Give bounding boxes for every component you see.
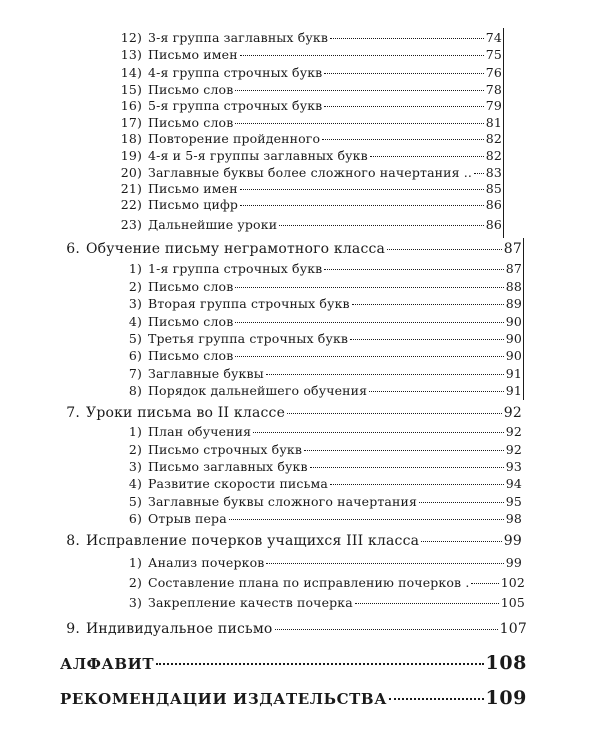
entry-number: 3) <box>128 595 142 610</box>
entry-number: 16) <box>120 98 142 113</box>
entry-number: 1) <box>128 555 142 570</box>
toc-entry <box>120 181 502 196</box>
entry-title: Заглавные буквы сложного начертания <box>148 494 418 509</box>
toc-entry <box>120 555 522 570</box>
entry-page: 90 <box>505 331 522 346</box>
entry-page: 92 <box>505 424 522 439</box>
entry-number: 4) <box>128 476 142 491</box>
dot-leader <box>419 502 504 503</box>
entry-number: 12) <box>120 30 142 45</box>
dot-leader <box>471 583 498 584</box>
entry-number: 18) <box>120 131 142 146</box>
entry-page: 93 <box>505 459 522 474</box>
entry-number: 17) <box>120 115 142 130</box>
entry-title: Письмо цифр <box>148 197 239 212</box>
entry-page: 90 <box>505 348 522 363</box>
toc-entry <box>120 47 502 62</box>
entry-title: Заглавные буквы <box>148 366 264 381</box>
dot-leader <box>370 156 484 157</box>
toc-entry <box>120 575 525 590</box>
entry-title: 1-я группа строчных букв <box>148 261 323 276</box>
entry-page: 99 <box>505 555 522 570</box>
entry-number: 4) <box>128 314 142 329</box>
entry-page: 98 <box>505 511 522 526</box>
entry-title: Отрыв пера <box>148 511 227 526</box>
entry-number: 2) <box>128 575 142 590</box>
dot-leader <box>240 189 484 190</box>
dot-leader <box>156 663 483 665</box>
entry-number: 21) <box>120 181 142 196</box>
entry-page: 89 <box>505 296 522 311</box>
section-number: 6. <box>66 241 80 257</box>
entry-number: 1) <box>128 261 142 276</box>
margin-rule <box>503 28 504 238</box>
entry-number: 22) <box>120 197 142 212</box>
dot-leader <box>253 432 504 433</box>
entry-number: 1) <box>128 424 142 439</box>
dot-leader <box>330 484 504 485</box>
toc-entry <box>120 279 522 294</box>
entry-title: Письмо слов <box>148 82 234 97</box>
toc-entry <box>120 261 522 276</box>
major-page: 108 <box>485 652 527 674</box>
major-page: 109 <box>485 687 527 709</box>
dot-leader <box>352 304 504 305</box>
entry-title: Письмо слов <box>148 314 234 329</box>
entry-title: Порядок дальнейшего обучения <box>148 383 368 398</box>
dot-leader <box>330 38 484 39</box>
entry-page: 95 <box>505 494 522 509</box>
entry-title: Дальнейшие уроки <box>148 217 278 232</box>
entry-number: 8) <box>128 383 142 398</box>
toc-entry <box>120 197 502 212</box>
entry-page: 91 <box>505 366 522 381</box>
toc-entry <box>120 366 522 381</box>
entry-page: 85 <box>485 181 502 196</box>
entry-page: 86 <box>485 197 502 212</box>
toc-section <box>62 405 522 421</box>
dot-leader <box>304 450 504 451</box>
toc-entry <box>120 424 522 439</box>
dot-leader <box>355 603 499 604</box>
entry-page: 87 <box>505 261 522 276</box>
section-page: 87 <box>503 241 522 257</box>
entry-page: 88 <box>505 279 522 294</box>
dot-leader <box>350 339 504 340</box>
entry-page: 102 <box>500 575 525 590</box>
entry-page: 91 <box>505 383 522 398</box>
toc-entry <box>120 165 502 180</box>
entry-number: 3) <box>128 459 142 474</box>
entry-number: 5) <box>128 331 142 346</box>
entry-page: 81 <box>485 115 502 130</box>
dot-leader <box>324 269 503 270</box>
entry-page: 83 <box>485 165 502 180</box>
dot-leader <box>266 563 503 564</box>
dot-leader <box>324 73 483 74</box>
toc-entry <box>120 331 522 346</box>
entry-title: Закрепление качеств почерка <box>148 595 353 610</box>
toc-entry <box>120 442 522 457</box>
dot-leader <box>235 123 483 124</box>
toc-entry <box>120 65 502 80</box>
toc-entry <box>120 476 522 491</box>
toc-section <box>62 533 522 549</box>
entry-title: Вторая группа строчных букв <box>148 296 350 311</box>
entry-number: 14) <box>120 65 142 80</box>
entry-title: Заглавные буквы более сложного начертания .. <box>148 165 473 180</box>
entry-page: 82 <box>485 131 502 146</box>
dot-leader <box>421 541 502 542</box>
entry-title: Письмо заглавных букв <box>148 459 308 474</box>
entry-page: 90 <box>505 314 522 329</box>
entry-title: Составление плана по исправлению почерков . <box>148 575 470 590</box>
section-page: 107 <box>499 621 527 637</box>
major-title: РЕКОМЕНДАЦИИ ИЗДАТЕЛЬСТВА <box>60 690 388 708</box>
dot-leader <box>266 374 504 375</box>
section-title: Индивидуальное письмо <box>86 621 273 637</box>
toc-entry <box>120 314 522 329</box>
entry-title: 3-я группа заглавных букв <box>148 30 329 45</box>
dot-leader <box>387 249 502 250</box>
entry-page: 82 <box>485 148 502 163</box>
section-number: 8. <box>66 533 80 549</box>
entry-number: 7) <box>128 366 142 381</box>
entry-title: Анализ почерков <box>148 555 265 570</box>
section-title: Обучение письму неграмотного класса <box>86 241 386 257</box>
entry-page: 105 <box>500 595 525 610</box>
entry-page: 75 <box>485 47 502 62</box>
entry-page: 74 <box>485 30 502 45</box>
toc-entry <box>120 217 502 232</box>
entry-page: 76 <box>485 65 502 80</box>
entry-title: Повторение пройденного <box>148 131 321 146</box>
major-title: АЛФАВИТ <box>60 655 155 673</box>
entry-title: Развитие скорости письма <box>148 476 328 491</box>
toc-entry <box>120 296 522 311</box>
section-title: Исправление почерков учащихся III класса <box>86 533 420 549</box>
dot-leader <box>310 467 504 468</box>
toc-section <box>62 241 522 257</box>
toc-major <box>60 652 527 674</box>
toc-entry <box>120 131 502 146</box>
dot-leader <box>235 322 503 323</box>
entry-title: Письмо слов <box>148 115 234 130</box>
entry-number: 3) <box>128 296 142 311</box>
entry-number: 20) <box>120 165 142 180</box>
dot-leader <box>240 55 484 56</box>
entry-title: План обучения <box>148 424 252 439</box>
section-number: 9. <box>66 621 80 637</box>
section-number: 7. <box>66 405 80 421</box>
toc-entry <box>120 494 522 509</box>
entry-number: 13) <box>120 47 142 62</box>
entry-number: 2) <box>128 442 142 457</box>
section-page: 99 <box>503 533 522 549</box>
dot-leader <box>279 225 484 226</box>
entry-number: 6) <box>128 511 142 526</box>
entry-number: 19) <box>120 148 142 163</box>
dot-leader <box>240 205 484 206</box>
dot-leader <box>275 629 498 630</box>
toc-section <box>62 621 527 637</box>
toc-entry <box>120 383 522 398</box>
entry-page: 94 <box>505 476 522 491</box>
toc-entry <box>120 595 525 610</box>
entry-title: Письмо имен <box>148 47 238 62</box>
entry-number: 2) <box>128 279 142 294</box>
entry-page: 79 <box>485 98 502 113</box>
entry-page: 92 <box>505 442 522 457</box>
entry-title: Письмо имен <box>148 181 238 196</box>
toc-entry <box>120 348 522 363</box>
entry-page: 78 <box>485 82 502 97</box>
entry-title: 4-я группа строчных букв <box>148 65 323 80</box>
dot-leader <box>235 287 503 288</box>
toc-entry <box>120 30 502 45</box>
dot-leader <box>324 106 483 107</box>
toc-entry <box>120 511 522 526</box>
dot-leader <box>369 391 504 392</box>
dot-leader <box>229 519 504 520</box>
entry-number: 23) <box>120 217 142 232</box>
margin-rule <box>523 238 524 400</box>
entry-title: Письмо строчных букв <box>148 442 303 457</box>
dot-leader <box>474 173 484 174</box>
entry-number: 6) <box>128 348 142 363</box>
toc-entry <box>120 82 502 97</box>
entry-title: 4-я и 5-я группы заглавных букв <box>148 148 368 163</box>
section-title: Уроки письма во II классе <box>86 405 286 421</box>
entry-title: Письмо слов <box>148 279 234 294</box>
entry-title: Письмо слов <box>148 348 234 363</box>
toc-entry <box>120 459 522 474</box>
entry-title: 5-я группа строчных букв <box>148 98 323 113</box>
toc-entry <box>120 115 502 130</box>
entry-page: 86 <box>485 217 502 232</box>
dot-leader <box>322 139 484 140</box>
dot-leader <box>235 90 483 91</box>
toc-major <box>60 687 527 709</box>
entry-number: 15) <box>120 82 142 97</box>
dot-leader <box>389 698 484 700</box>
entry-title: Третья группа строчных букв <box>148 331 349 346</box>
entry-number: 5) <box>128 494 142 509</box>
section-page: 92 <box>503 405 522 421</box>
dot-leader <box>235 356 503 357</box>
toc-entry <box>120 148 502 163</box>
toc-entry <box>120 98 502 113</box>
dot-leader <box>287 413 502 414</box>
